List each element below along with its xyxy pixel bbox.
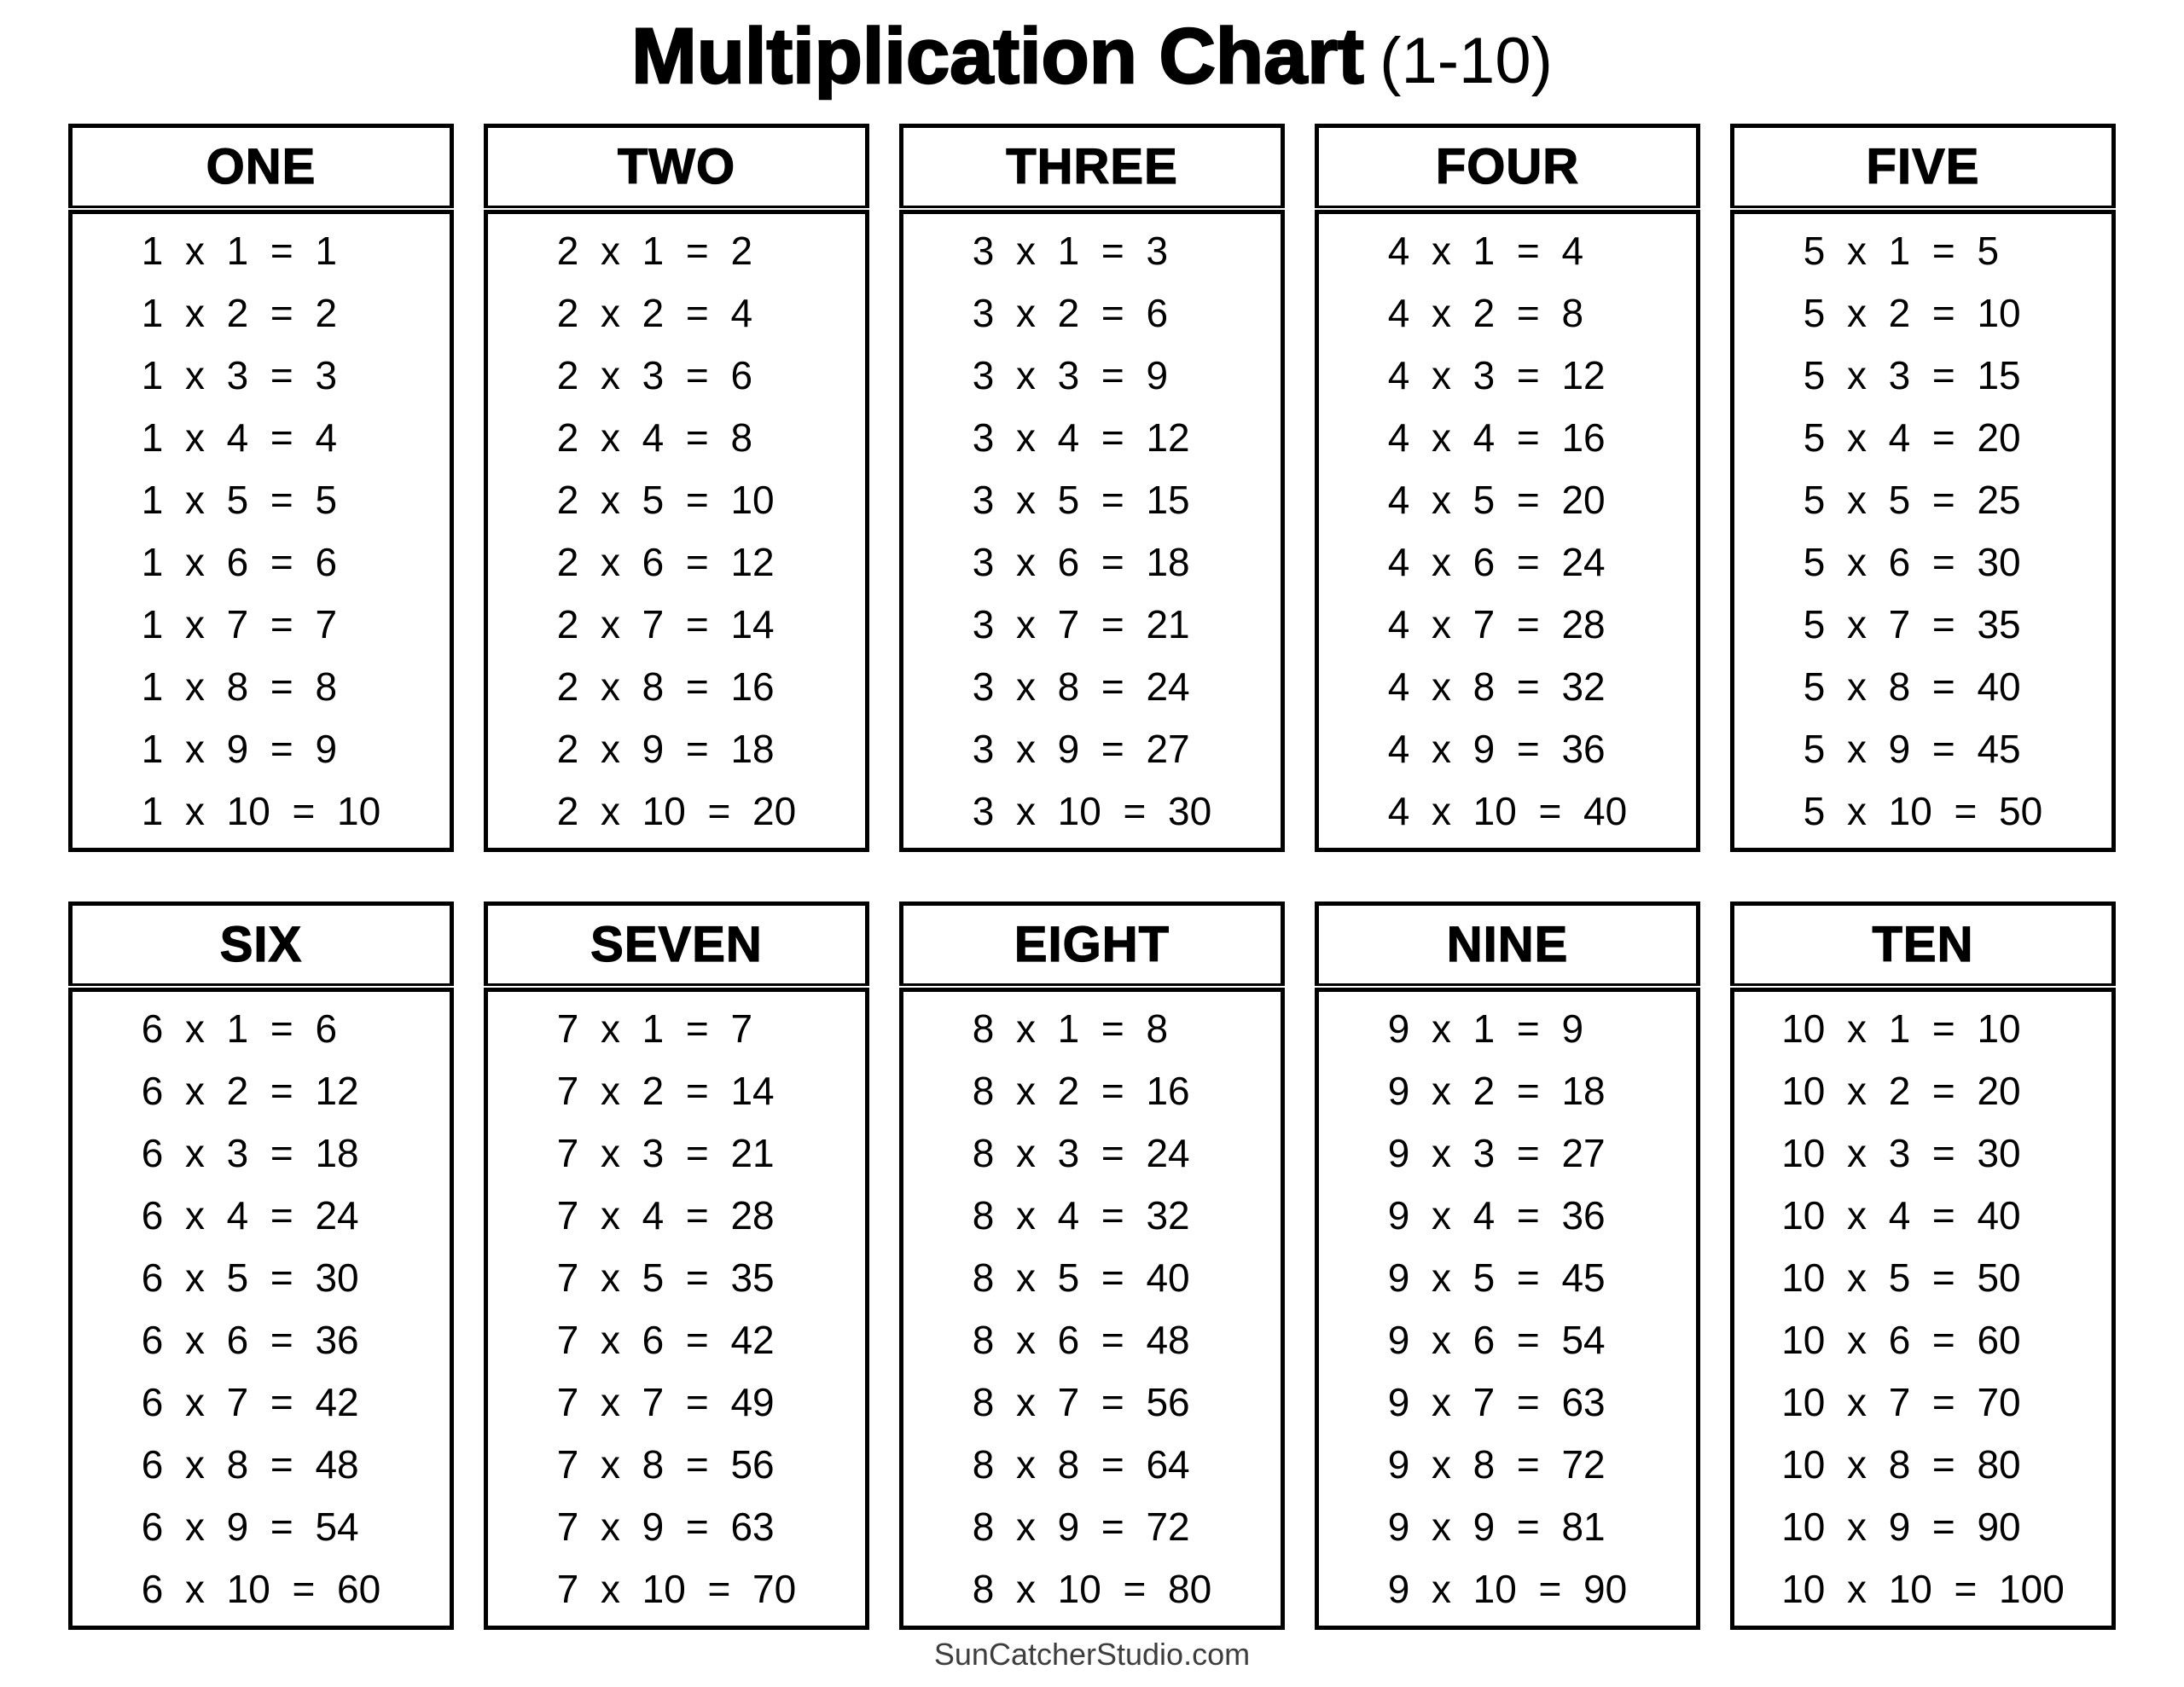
equation: 10 x 4 = 40 <box>1781 1192 2021 1238</box>
equation: 4 x 6 = 24 <box>1387 539 1606 584</box>
card-title: THREE <box>899 124 1285 208</box>
equation-block <box>142 998 380 1620</box>
equation: 9 x 5 = 45 <box>1387 1255 1606 1300</box>
card-one <box>68 124 454 852</box>
card-seven <box>484 901 869 1630</box>
equation: 6 x 4 = 24 <box>141 1192 359 1238</box>
equation-block <box>1388 998 1627 1620</box>
equation: 1 x 2 = 2 <box>141 290 338 335</box>
equation: 1 x 5 = 5 <box>141 477 338 522</box>
equation: 2 x 6 = 12 <box>556 539 775 584</box>
equation: 3 x 8 = 24 <box>972 664 1190 709</box>
equation: 1 x 1 = 1 <box>141 228 338 273</box>
equation: 5 x 3 = 15 <box>1803 352 2021 397</box>
equation: 9 x 2 = 18 <box>1387 1068 1606 1113</box>
equation: 7 x 3 = 21 <box>556 1130 775 1175</box>
equation: 4 x 2 = 8 <box>1387 290 1584 335</box>
card-equations <box>1315 988 1700 1630</box>
equation: 8 x 2 = 16 <box>972 1068 1190 1113</box>
equation: 5 x 6 = 30 <box>1803 539 2021 584</box>
equation-block <box>557 998 796 1620</box>
equation: 6 x 2 = 12 <box>141 1068 359 1113</box>
card-nine <box>1315 901 1700 1630</box>
card-title: EIGHT <box>899 901 1285 986</box>
equation: 2 x 10 = 20 <box>556 788 797 833</box>
equation: 5 x 2 = 10 <box>1803 290 2021 335</box>
card-title: NINE <box>1315 901 1700 986</box>
equation: 9 x 3 = 27 <box>1387 1130 1606 1175</box>
equation: 4 x 3 = 12 <box>1387 352 1606 397</box>
equation: 3 x 10 = 30 <box>972 788 1212 833</box>
equation: 6 x 6 = 36 <box>141 1317 359 1362</box>
equation: 6 x 8 = 48 <box>141 1441 359 1487</box>
card-title: TWO <box>484 124 869 208</box>
equation: 1 x 10 = 10 <box>141 788 381 833</box>
equation: 10 x 2 = 20 <box>1781 1068 2021 1113</box>
equation: 6 x 7 = 42 <box>141 1379 359 1424</box>
equation: 9 x 7 = 63 <box>1387 1379 1606 1424</box>
equation: 8 x 6 = 48 <box>972 1317 1190 1362</box>
card-title: SEVEN <box>484 901 869 986</box>
card-two <box>484 124 869 852</box>
card-three <box>899 124 1285 852</box>
equation: 7 x 6 = 42 <box>556 1317 775 1362</box>
equation: 7 x 8 = 56 <box>556 1441 775 1487</box>
equation: 8 x 7 = 56 <box>972 1379 1190 1424</box>
equation: 2 x 2 = 4 <box>556 290 753 335</box>
equation: 5 x 1 = 5 <box>1803 228 2000 273</box>
equation: 5 x 10 = 50 <box>1803 788 2043 833</box>
equation: 2 x 3 = 6 <box>556 352 753 397</box>
equation: 6 x 10 = 60 <box>141 1566 381 1611</box>
card-title: TEN <box>1730 901 2116 986</box>
equation: 6 x 3 = 18 <box>141 1130 359 1175</box>
equation-block <box>142 220 380 843</box>
equation: 6 x 5 = 30 <box>141 1255 359 1300</box>
card-equations <box>1315 210 1700 852</box>
equation: 2 x 1 = 2 <box>556 228 753 273</box>
equation: 1 x 6 = 6 <box>141 539 338 584</box>
equation: 7 x 10 = 70 <box>556 1566 797 1611</box>
equation: 4 x 1 = 4 <box>1387 228 1584 273</box>
equation-block <box>1804 220 2042 843</box>
equation: 9 x 8 = 72 <box>1387 1441 1606 1487</box>
equation: 3 x 2 = 6 <box>972 290 1169 335</box>
equation: 2 x 9 = 18 <box>556 726 775 771</box>
equation: 3 x 3 = 9 <box>972 352 1169 397</box>
equation: 9 x 4 = 36 <box>1387 1192 1606 1238</box>
equation: 10 x 1 = 10 <box>1781 1006 2021 1051</box>
site-credit: SunCatcherStudio.com <box>933 1637 1251 1672</box>
equation-block <box>973 220 1211 843</box>
equation: 4 x 4 = 16 <box>1387 415 1606 460</box>
equation: 1 x 3 = 3 <box>141 352 338 397</box>
card-equations <box>899 988 1285 1630</box>
equation: 7 x 7 = 49 <box>556 1379 775 1424</box>
equation: 7 x 2 = 14 <box>556 1068 775 1113</box>
card-equations <box>1730 988 2116 1630</box>
equation-block <box>1781 998 2065 1620</box>
equation: 9 x 10 = 90 <box>1387 1566 1628 1611</box>
equation: 1 x 9 = 9 <box>141 726 338 771</box>
equation: 5 x 7 = 35 <box>1803 601 2021 646</box>
equation: 7 x 5 = 35 <box>556 1255 775 1300</box>
equation: 10 x 9 = 90 <box>1781 1504 2021 1549</box>
equation: 3 x 5 = 15 <box>972 477 1190 522</box>
equation: 9 x 1 = 9 <box>1387 1006 1584 1051</box>
equation-block <box>973 998 1211 1620</box>
equation: 10 x 6 = 60 <box>1781 1317 2021 1362</box>
equation: 7 x 4 = 28 <box>556 1192 775 1238</box>
equation: 10 x 3 = 30 <box>1781 1130 2021 1175</box>
equation: 2 x 7 = 14 <box>556 601 775 646</box>
equation-block <box>557 220 796 843</box>
card-title: FIVE <box>1730 124 2116 208</box>
equation: 8 x 5 = 40 <box>972 1255 1190 1300</box>
equation: 4 x 9 = 36 <box>1387 726 1606 771</box>
card-equations <box>1730 210 2116 852</box>
card-title: SIX <box>68 901 454 986</box>
equation: 8 x 10 = 80 <box>972 1566 1212 1611</box>
equation: 2 x 8 = 16 <box>556 664 775 709</box>
equation: 1 x 8 = 8 <box>141 664 338 709</box>
equation: 4 x 10 = 40 <box>1387 788 1628 833</box>
equation: 4 x 7 = 28 <box>1387 601 1606 646</box>
equation: 5 x 4 = 20 <box>1803 415 2021 460</box>
equation: 4 x 5 = 20 <box>1387 477 1606 522</box>
equation: 10 x 8 = 80 <box>1781 1441 2021 1487</box>
equation: 8 x 3 = 24 <box>972 1130 1190 1175</box>
equation: 7 x 9 = 63 <box>556 1504 775 1549</box>
card-equations <box>68 988 454 1630</box>
equation: 1 x 7 = 7 <box>141 601 338 646</box>
card-six <box>68 901 454 1630</box>
equation: 6 x 1 = 6 <box>141 1006 338 1051</box>
equation: 3 x 9 = 27 <box>972 726 1190 771</box>
equation: 10 x 5 = 50 <box>1781 1255 2021 1300</box>
equation: 5 x 5 = 25 <box>1803 477 2021 522</box>
page-title-main: Multiplication Chart <box>631 13 1364 100</box>
equation: 2 x 4 = 8 <box>556 415 753 460</box>
equation: 9 x 9 = 81 <box>1387 1504 1606 1549</box>
card-equations <box>899 210 1285 852</box>
equation: 10 x 7 = 70 <box>1781 1379 2021 1424</box>
equation: 8 x 8 = 64 <box>972 1441 1190 1487</box>
equation: 9 x 6 = 54 <box>1387 1317 1606 1362</box>
card-five <box>1730 124 2116 852</box>
equation: 1 x 4 = 4 <box>141 415 338 460</box>
equation: 6 x 9 = 54 <box>141 1504 359 1549</box>
equation: 3 x 6 = 18 <box>972 539 1190 584</box>
card-eight <box>899 901 1285 1630</box>
equation: 8 x 9 = 72 <box>972 1504 1190 1549</box>
equation: 3 x 7 = 21 <box>972 601 1190 646</box>
equation: 4 x 8 = 32 <box>1387 664 1606 709</box>
equation: 5 x 8 = 40 <box>1803 664 2021 709</box>
equation: 2 x 5 = 10 <box>556 477 775 522</box>
card-equations <box>68 210 454 852</box>
card-title: FOUR <box>1315 124 1700 208</box>
equation: 7 x 1 = 7 <box>556 1006 753 1051</box>
equation: 3 x 1 = 3 <box>972 228 1169 273</box>
page-title-range: (1-10) <box>1380 25 1553 97</box>
equation: 5 x 9 = 45 <box>1803 726 2021 771</box>
card-title: ONE <box>68 124 454 208</box>
equation: 10 x 10 = 100 <box>1781 1566 2065 1611</box>
equation: 8 x 1 = 8 <box>972 1006 1169 1051</box>
cards-grid <box>68 124 2116 1630</box>
page-title <box>0 0 2184 124</box>
equation: 8 x 4 = 32 <box>972 1192 1190 1238</box>
equation: 3 x 4 = 12 <box>972 415 1190 460</box>
card-equations <box>484 988 869 1630</box>
card-four <box>1315 124 1700 852</box>
card-ten <box>1730 901 2116 1630</box>
equation-block <box>1388 220 1627 843</box>
card-equations <box>484 210 869 852</box>
